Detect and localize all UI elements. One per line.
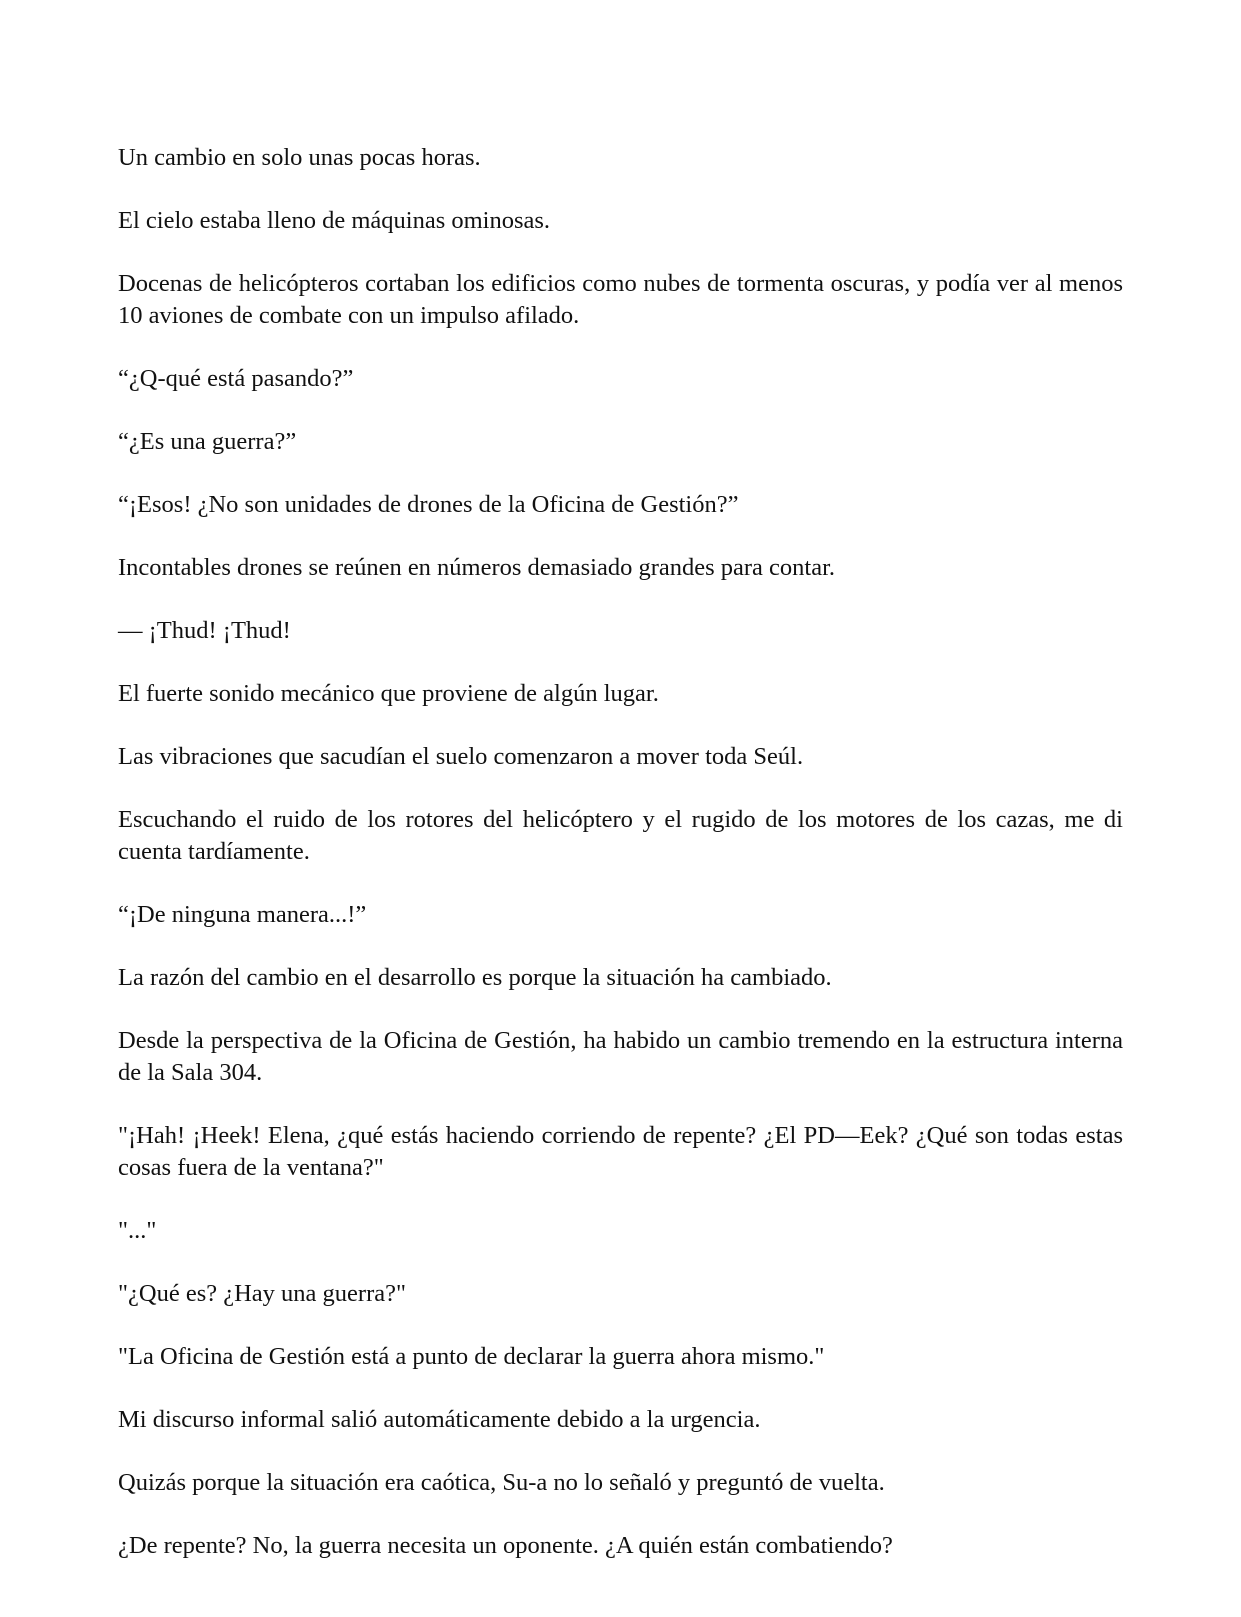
paragraph-21: ¿De repente? No, la guerra necesita un oponente. ¿A quién están combatiendo? bbox=[118, 1532, 893, 1559]
paragraph-6: “¡Esos! ¿No son unidades de drones de la Oficina de Gestión?” bbox=[118, 491, 739, 518]
paragraph-11: Escuchando el ruido de los rotores del helicóptero y el rugido de los motores de los cazas, me di cuenta tardíamente. bbox=[118, 806, 1123, 865]
paragraph-7: Incontables drones se reúnen en números demasiado grandes para contar. bbox=[118, 554, 836, 581]
paragraph-4: “¿Q-qué está pasando?” bbox=[118, 365, 354, 392]
paragraph-8: — ¡Thud! ¡Thud! bbox=[118, 617, 291, 644]
paragraph-2: El cielo estaba lleno de máquinas ominosas. bbox=[118, 207, 551, 234]
paragraph-16: "..." bbox=[118, 1217, 157, 1244]
paragraph-10: Las vibraciones que sacudían el suelo comenzaron a mover toda Seúl. bbox=[118, 743, 804, 770]
paragraph-5: “¿Es una guerra?” bbox=[118, 428, 297, 455]
paragraph-20: Quizás porque la situación era caótica, Su-a no lo señaló y preguntó de vuelta. bbox=[118, 1469, 885, 1496]
paragraph-14: Desde la perspectiva de la Oficina de Gestión, ha habido un cambio tremendo en la estructura interna de la Sala 304. bbox=[118, 1027, 1123, 1086]
paragraph-18: "La Oficina de Gestión está a punto de declarar la guerra ahora mismo." bbox=[118, 1343, 825, 1370]
paragraph-1: Un cambio en solo unas pocas horas. bbox=[118, 144, 481, 171]
paragraph-3: Docenas de helicópteros cortaban los edificios como nubes de tormenta oscuras, y podía ver al menos 10 aviones de combate con un impulso afilado. bbox=[118, 270, 1123, 329]
paragraph-9: El fuerte sonido mecánico que proviene de algún lugar. bbox=[118, 680, 659, 707]
paragraph-17: "¿Qué es? ¿Hay una guerra?" bbox=[118, 1280, 406, 1307]
paragraph-12: “¡De ninguna manera...!” bbox=[118, 901, 367, 928]
paragraph-19: Mi discurso informal salió automáticamente debido a la urgencia. bbox=[118, 1406, 761, 1433]
document-page bbox=[118, 142, 1123, 1593]
paragraph-15: "¡Hah! ¡Heek! Elena, ¿qué estás haciendo corriendo de repente? ¿El PD—Eek? ¿Qué son todas estas cosas fuera de la ventana?" bbox=[118, 1122, 1123, 1181]
paragraph-13: La razón del cambio en el desarrollo es porque la situación ha cambiado. bbox=[118, 964, 832, 991]
